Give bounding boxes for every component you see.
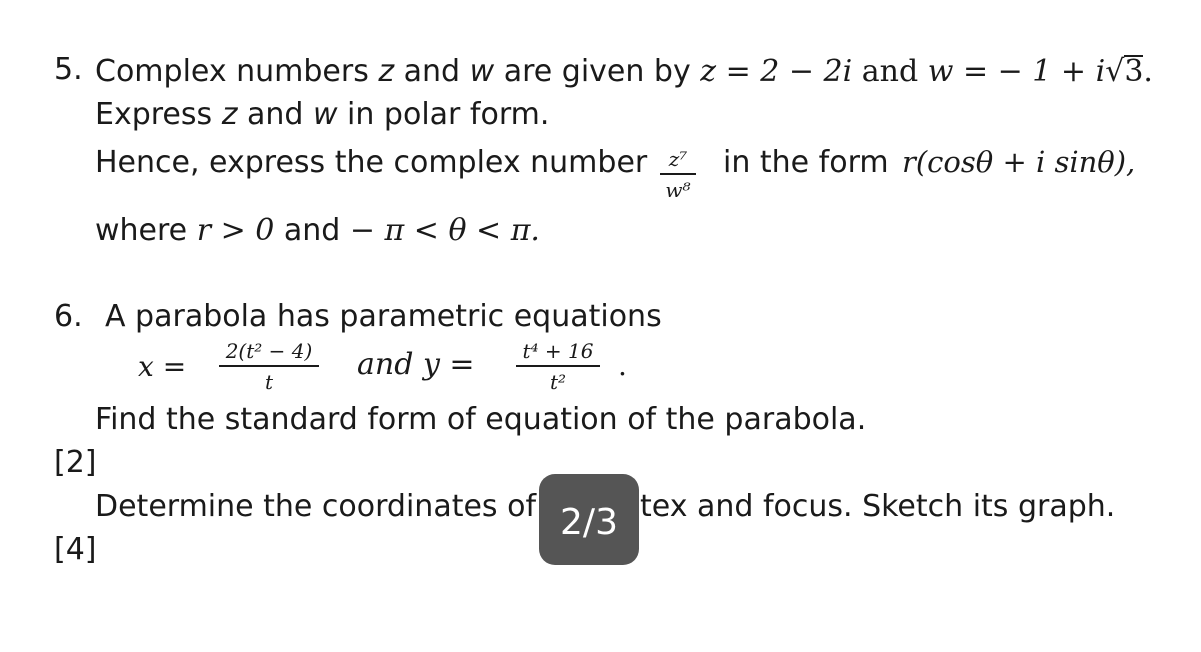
question-6-intro: A parabola has parametric equations <box>105 299 662 334</box>
q6-part-b-text-right: tex and focus. Sketch its graph. <box>640 489 1116 524</box>
page-indicator <box>539 474 639 565</box>
q5-condition-r: r > 0 <box>196 213 275 248</box>
q6-y-fraction <box>516 340 600 393</box>
q6-part-b-text-left: Determine the coordinates of <box>95 489 537 524</box>
question-5-line-3-text: Hence, express the complex number <box>95 145 648 180</box>
q6-x-numerator: 2(t² − 4) <box>225 339 313 363</box>
q6-x-fraction-bar <box>219 365 319 367</box>
q5-fraction-numerator: z⁷ <box>668 147 688 171</box>
q6-equation-dot: . <box>618 349 627 382</box>
question-5-line-4 <box>95 213 540 248</box>
q5-line4-and: and <box>274 213 350 248</box>
q5-condition-theta: − π < θ < π. <box>349 213 540 248</box>
q6-x-denominator: t <box>264 369 274 394</box>
q5-and-math: and <box>852 54 928 89</box>
q6-part-b-marks: [4] <box>54 532 97 567</box>
q5-line2-z: z <box>221 97 238 132</box>
question-5-line-1 <box>95 55 1153 87</box>
q5-z-definition: z = 2 − 2i <box>700 54 853 89</box>
q6-and-y-lhs: and y = <box>357 347 475 382</box>
q5-var-z: z <box>378 54 395 89</box>
q5-line2-and: and <box>237 97 313 132</box>
q5-line-3-in-the-form: in the form <box>723 145 889 180</box>
q5-fraction-denominator: w⁸ <box>665 177 691 202</box>
q6-y-denominator: t² <box>549 369 567 394</box>
q5-line1-period: . <box>1143 54 1153 89</box>
q5-line1-prefix: Complex numbers <box>95 54 379 89</box>
q5-and-1: and <box>394 54 470 89</box>
question-5-line-2 <box>95 97 550 132</box>
q6-y-fraction-bar <box>516 365 600 367</box>
q5-line1-mid: are given by <box>494 54 701 89</box>
q5-sqrt-sign: √ <box>1105 54 1125 89</box>
q6-part-a-marks: [2] <box>54 445 97 480</box>
q5-var-w: w <box>469 54 495 89</box>
q5-line2-w: w <box>312 97 338 132</box>
question-5-number: 5. <box>54 52 83 87</box>
q6-x-fraction <box>219 340 319 393</box>
q5-fraction-bar <box>660 173 696 175</box>
q5-w-definition: w = − 1 + i <box>927 54 1106 89</box>
page-indicator-text: 2/3 <box>560 501 618 543</box>
q5-line4-where: where <box>95 213 197 248</box>
q5-fraction-z7-over-w8 <box>660 148 696 201</box>
q5-polar-form-expression: r(cosθ + i sinθ), <box>902 145 1136 179</box>
q6-y-numerator: t⁴ + 16 <box>522 339 594 363</box>
q5-sqrt-argument: 3 <box>1124 54 1144 89</box>
q6-part-a-text: Find the standard form of equation of the parabola. <box>95 402 867 437</box>
question-6-number: 6. <box>54 299 83 334</box>
q5-line2-b: in polar form. <box>337 97 550 132</box>
q5-line2-a: Express <box>95 97 222 132</box>
q6-x-lhs: x = <box>138 350 187 383</box>
